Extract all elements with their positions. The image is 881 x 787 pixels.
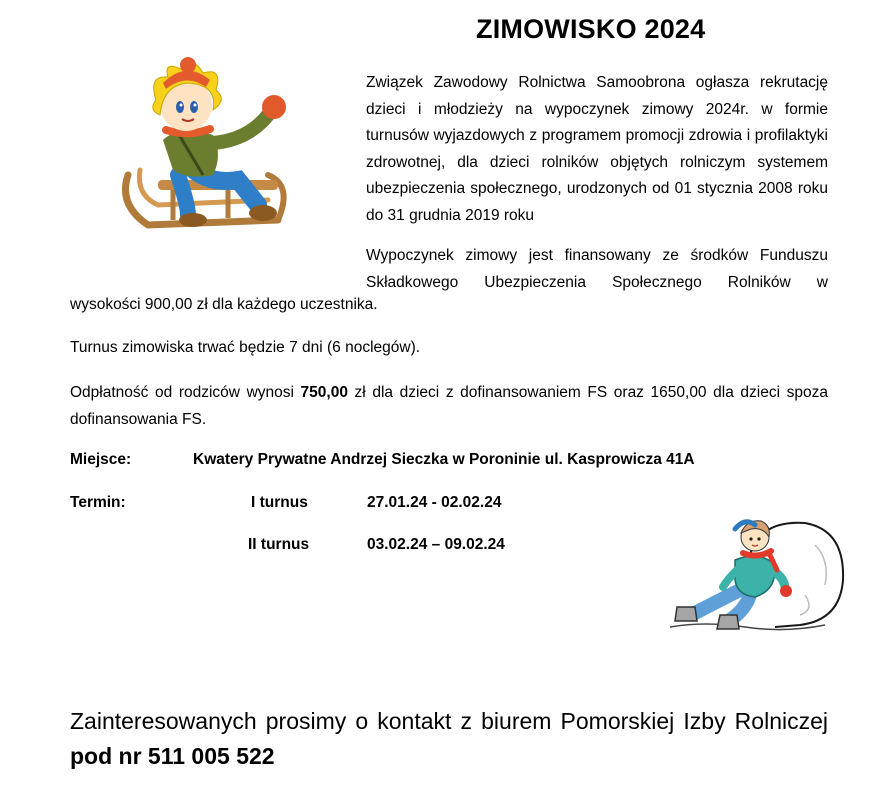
contact-footer (70, 704, 828, 774)
contact-phone: pod nr 511 005 522 (70, 743, 275, 769)
turnus2-dates: 03.02.24 – 09.02.24 (367, 536, 505, 553)
turnus2-label: II turnus (248, 536, 310, 553)
financing-paragraph-part2: wysokości 900,00 zł dla każdego uczestnika. (70, 296, 378, 313)
fee-text-before: Odpłatność od rodziców wynosi (70, 384, 301, 401)
child-with-snowball-illustration (665, 515, 850, 645)
turnus1-dates: 27.01.24 - 02.02.24 (367, 494, 502, 511)
fee-amount: 750,00 (300, 384, 348, 401)
turnus1-label: I turnus (251, 494, 308, 511)
fee-paragraph (70, 380, 828, 433)
duration-paragraph: Turnus zimowiska trwać będzie 7 dni (6 noclegów). (70, 339, 421, 356)
financing-paragraph-part1: Wypoczynek zimowy jest finansowany ze środków Funduszu Składkowego Ubezpieczenia Społecznego Rolników w (366, 247, 828, 291)
term-label: Termin: (70, 494, 126, 511)
page-title: ZIMOWISKO 2024 (476, 14, 706, 44)
contact-text: Zainteresowanych prosimy o kontakt z biurem Pomorskiej Izby Rolniczej (70, 708, 828, 734)
place-label: Miejsce: (70, 451, 132, 468)
intro-paragraph: Związek Zawodowy Rolnictwa Samoobrona ogłasza rekrutację dzieci i młodzieży na wypoczynek zimowy 2024r. w formie turnusów wyjazdowych z programem promocji zdrowia i profilaktyki zdrowotnej, dla dzieci rolników objętych rolniczym systemem ubezpieczenia społecznego, urodzonych od 01 stycznia 2008 roku do 31 grudnia 2019 roku (366, 74, 828, 224)
child-on-sled-illustration (118, 55, 298, 235)
fee-text-after: zł dla dzieci z dofinansowaniem FS oraz 1650,00 dla dzieci spoza dofinansowania FS. (70, 384, 828, 428)
place-value: Kwatery Prywatne Andrzej Sieczka w Poroninie ul. Kasprowicza 41A (193, 451, 695, 468)
